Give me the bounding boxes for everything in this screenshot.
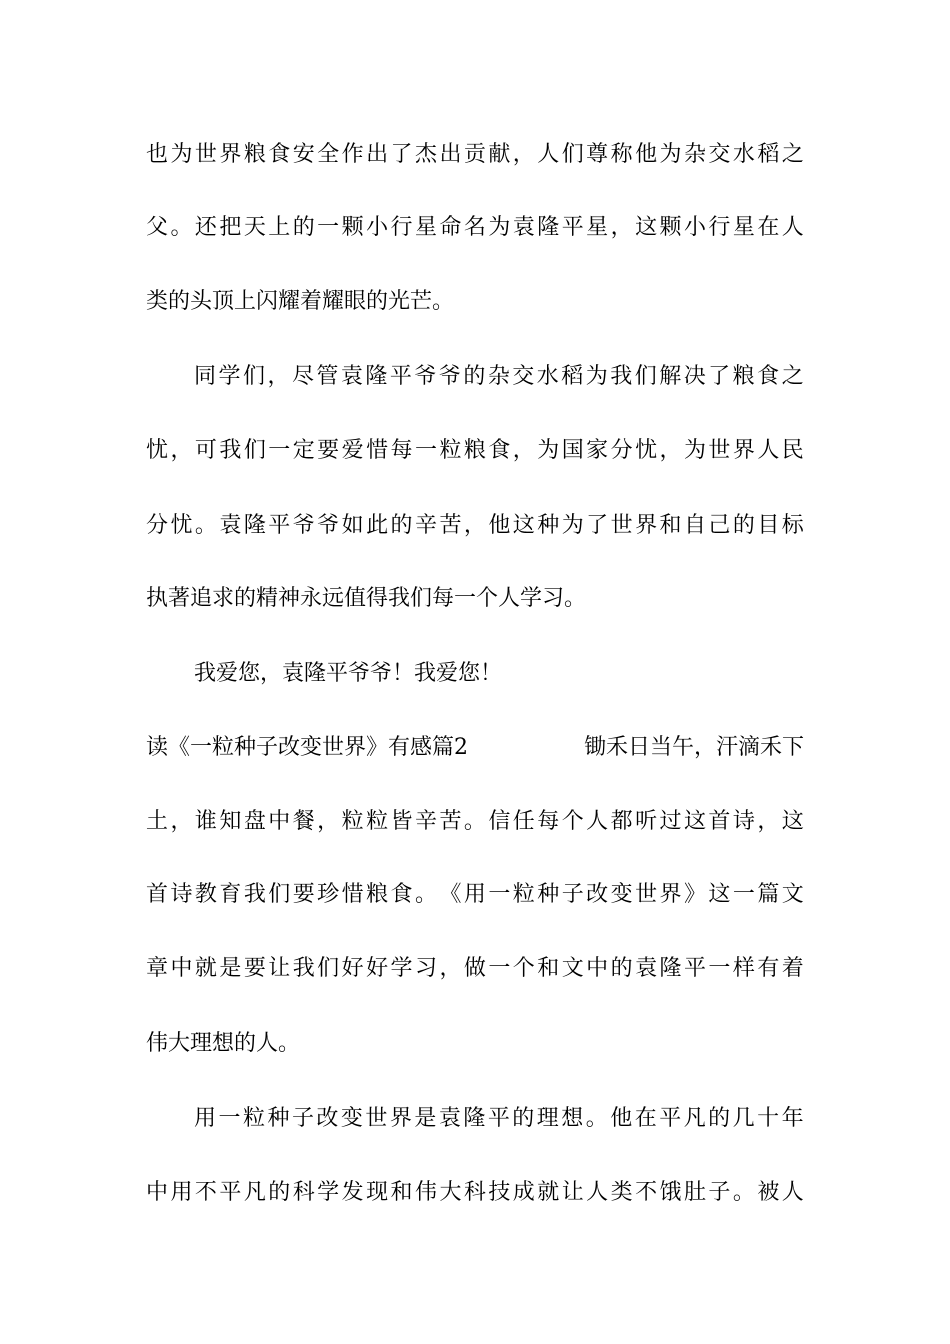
glyph: 把	[219, 215, 242, 240]
glyph: 袁	[512, 215, 535, 240]
glyph: 要	[243, 956, 266, 981]
glyph: 子	[291, 1106, 314, 1131]
glyph: 世	[610, 513, 633, 538]
glyph: 上	[268, 215, 291, 240]
glyph: 学	[317, 1180, 340, 1205]
glyph: 都	[610, 809, 633, 834]
glyph: 知	[219, 809, 242, 834]
glyph: ，	[439, 956, 462, 981]
glyph: 技	[488, 1180, 511, 1205]
glyph: 我	[219, 438, 242, 463]
glyph: 中	[146, 1180, 169, 1205]
glyph: 食	[757, 364, 780, 389]
glyph: 一	[218, 1106, 241, 1131]
glyph: 过	[659, 809, 682, 834]
glyph: 的	[708, 1106, 731, 1131]
glyph: 着	[781, 956, 804, 981]
glyph: 人	[537, 142, 560, 167]
glyph: 民	[781, 438, 804, 463]
text-line	[146, 436, 804, 466]
glyph: 的	[390, 513, 413, 538]
glyph: 还	[194, 215, 217, 240]
glyph: 发	[341, 1180, 364, 1205]
glyph: 隆	[243, 513, 266, 538]
glyph: 目	[757, 513, 780, 538]
glyph: 的	[292, 215, 315, 240]
glyph: 水	[732, 142, 755, 167]
glyph: 粮	[243, 142, 266, 167]
glyph: ，	[317, 809, 340, 834]
section-heading-tail: 锄禾日当午，汗滴禾下	[583, 735, 804, 760]
glyph: 土	[146, 809, 169, 834]
glyph: 袁	[340, 364, 363, 389]
glyph: 全	[317, 142, 340, 167]
glyph: 了	[708, 364, 731, 389]
glyph: 让	[561, 1180, 584, 1205]
text-line	[146, 880, 804, 910]
glyph: 人	[757, 438, 780, 463]
glyph: 一	[317, 215, 340, 240]
glyph: 用	[463, 882, 486, 907]
glyph: 名	[463, 215, 486, 240]
text-line	[146, 511, 804, 541]
glyph: 苦	[439, 809, 462, 834]
glyph: 行	[390, 215, 413, 240]
glyph: 种	[267, 1106, 290, 1131]
glyph: 这	[512, 513, 535, 538]
glyph: 界	[219, 142, 242, 167]
glyph: 为	[683, 438, 706, 463]
glyph: 做	[463, 956, 486, 981]
glyph: 世	[365, 1106, 388, 1131]
glyph: 自	[683, 513, 706, 538]
glyph: 辛	[414, 513, 437, 538]
glyph: 之	[781, 364, 804, 389]
glyph: 爷	[438, 364, 461, 389]
glyph: 爷	[414, 364, 437, 389]
glyph: 惜	[341, 882, 364, 907]
glyph: 任	[512, 809, 535, 834]
glyph: 用	[194, 1106, 217, 1131]
glyph: 。	[414, 882, 437, 907]
glyph: 贡	[463, 142, 486, 167]
glyph: 我	[292, 956, 315, 981]
glyph: 可	[194, 438, 217, 463]
glyph: 不	[635, 1180, 658, 1205]
glyph: 学	[218, 364, 241, 389]
glyph: 被	[757, 1180, 780, 1205]
glyph: 谁	[194, 809, 217, 834]
glyph: 星	[414, 215, 437, 240]
glyph: 决	[683, 364, 706, 389]
glyph: ，	[512, 142, 535, 167]
glyph: 粮	[366, 882, 389, 907]
glyph: 诗	[732, 809, 755, 834]
glyph: 世	[194, 142, 217, 167]
section-heading-line	[146, 733, 804, 763]
glyph: 他	[610, 1106, 633, 1131]
glyph: 安	[292, 142, 315, 167]
glyph: 粒	[439, 438, 462, 463]
glyph: 为	[659, 142, 682, 167]
glyph: 界	[389, 1106, 412, 1131]
glyph: 他	[488, 513, 511, 538]
glyph: 忧	[635, 438, 658, 463]
glyph: 粒	[512, 882, 535, 907]
glyph: 十	[757, 1106, 780, 1131]
glyph: 现	[366, 1180, 389, 1205]
glyph: 种	[537, 513, 560, 538]
paragraph-first-line	[194, 1104, 804, 1134]
glyph: 们	[317, 956, 340, 981]
glyph: 世	[635, 882, 658, 907]
glyph: 们	[268, 882, 291, 907]
glyph: 界	[635, 513, 658, 538]
glyph: 要	[292, 882, 315, 907]
glyph: 变	[340, 1106, 363, 1131]
glyph: 出	[439, 142, 462, 167]
glyph: 隆	[659, 956, 682, 981]
glyph: 为	[537, 438, 560, 463]
glyph: 也	[146, 142, 169, 167]
glyph: 》	[683, 882, 706, 907]
glyph: 这	[635, 215, 658, 240]
glyph: 让	[268, 956, 291, 981]
glyph: 管	[316, 364, 339, 389]
glyph: 这	[683, 809, 706, 834]
glyph: 忧	[146, 438, 169, 463]
glyph: 粮	[463, 438, 486, 463]
glyph: 爷	[292, 513, 315, 538]
glyph: 平	[389, 364, 412, 389]
glyph: 他	[635, 142, 658, 167]
glyph: 这	[708, 882, 731, 907]
glyph: 们	[243, 438, 266, 463]
glyph: 杂	[487, 364, 510, 389]
glyph: 学	[390, 956, 413, 981]
paragraph-first-line: 我爱您，袁隆平爷爷！我爱您！	[194, 661, 503, 686]
glyph: 星	[732, 215, 755, 240]
glyph: 食	[390, 882, 413, 907]
glyph: 在	[634, 1106, 657, 1131]
glyph: 好	[341, 956, 364, 981]
glyph: 《	[439, 882, 462, 907]
glyph: 要	[317, 438, 340, 463]
glyph: 人	[586, 1180, 609, 1205]
glyph: 。	[732, 1180, 755, 1205]
glyph: 辛	[414, 809, 437, 834]
text-line: 类的头顶上闪耀着耀眼的光芒。	[146, 289, 455, 314]
glyph: 一	[488, 956, 511, 981]
glyph: 一	[268, 438, 291, 463]
glyph: 个	[512, 956, 535, 981]
glyph: 。	[463, 809, 486, 834]
glyph: 平	[659, 1106, 682, 1131]
glyph: 和	[390, 1180, 413, 1205]
glyph: 中	[586, 956, 609, 981]
glyph: 几	[732, 1106, 755, 1131]
glyph: 平	[487, 1106, 510, 1131]
glyph: 每	[390, 438, 413, 463]
glyph: 大	[439, 1180, 462, 1205]
glyph: 小	[683, 215, 706, 240]
glyph: 为	[488, 215, 511, 240]
glyph: 行	[708, 215, 731, 240]
glyph: 惜	[366, 438, 389, 463]
glyph: 中	[170, 956, 193, 981]
glyph: 粮	[732, 364, 755, 389]
glyph: 如	[341, 513, 364, 538]
glyph: 理	[536, 1106, 559, 1131]
glyph: 一	[488, 882, 511, 907]
glyph: 的	[610, 956, 633, 981]
glyph: 定	[292, 438, 315, 463]
glyph: 界	[732, 438, 755, 463]
glyph: 子	[561, 882, 584, 907]
glyph: 国	[561, 438, 584, 463]
glyph: 就	[537, 1180, 560, 1205]
text-line	[146, 1178, 804, 1208]
glyph: 天	[243, 215, 266, 240]
glyph: 的	[512, 1106, 535, 1131]
glyph: 尊	[586, 142, 609, 167]
glyph: 。	[194, 513, 217, 538]
glyph: 好	[366, 956, 389, 981]
glyph: 科	[463, 1180, 486, 1205]
glyph: 食	[488, 438, 511, 463]
glyph: 苦	[439, 513, 462, 538]
glyph: ，	[267, 364, 290, 389]
glyph: 分	[146, 513, 169, 538]
glyph: 们	[561, 142, 584, 167]
glyph: 平	[561, 215, 584, 240]
glyph: ，	[170, 438, 193, 463]
glyph: 的	[732, 513, 755, 538]
glyph: 星	[586, 215, 609, 240]
glyph: 类	[610, 1180, 633, 1205]
glyph: 界	[659, 882, 682, 907]
glyph: 是	[414, 1106, 437, 1131]
glyph: 颗	[659, 215, 682, 240]
glyph: 和	[659, 513, 682, 538]
glyph: ，	[659, 438, 682, 463]
glyph: 爱	[341, 438, 364, 463]
glyph: 的	[463, 364, 486, 389]
glyph: 称	[610, 142, 633, 167]
glyph: 解	[659, 364, 682, 389]
glyph: 袁	[438, 1106, 461, 1131]
glyph: 文	[561, 956, 584, 981]
glyph: 食	[268, 142, 291, 167]
glyph: 人	[781, 215, 804, 240]
glyph: 凡	[683, 1106, 706, 1131]
glyph: 命	[439, 215, 462, 240]
glyph: 作	[341, 142, 364, 167]
glyph: 科	[292, 1180, 315, 1205]
glyph: 每	[537, 809, 560, 834]
glyph: 饿	[659, 1180, 682, 1205]
glyph: 平	[683, 956, 706, 981]
glyph: 皆	[390, 809, 413, 834]
glyph: ，	[463, 513, 486, 538]
glyph: 人	[586, 809, 609, 834]
glyph: 杂	[683, 142, 706, 167]
glyph: 水	[536, 364, 559, 389]
glyph: 在	[757, 215, 780, 240]
text-line: 执著追求的精神永远值得我们每一个人学习。	[146, 586, 587, 611]
glyph: 一	[732, 882, 755, 907]
glyph: 文	[781, 882, 804, 907]
text-line	[146, 954, 804, 984]
glyph: 们	[242, 364, 265, 389]
glyph: 出	[366, 142, 389, 167]
glyph: 改	[586, 882, 609, 907]
glyph: 听	[635, 809, 658, 834]
glyph: 献	[488, 142, 511, 167]
glyph: 忧	[170, 513, 193, 538]
glyph: 己	[708, 513, 731, 538]
glyph: 珍	[317, 882, 340, 907]
glyph: 改	[316, 1106, 339, 1131]
glyph: 平	[219, 1180, 242, 1205]
glyph: 交	[708, 142, 731, 167]
glyph: 。	[170, 215, 193, 240]
glyph: 不	[194, 1180, 217, 1205]
glyph: 袁	[219, 513, 242, 538]
glyph: 凡	[243, 1180, 266, 1205]
glyph: 的	[268, 1180, 291, 1205]
glyph: 同	[194, 364, 217, 389]
glyph: 平	[268, 513, 291, 538]
glyph: 了	[586, 513, 609, 538]
glyph: 诗	[170, 882, 193, 907]
glyph: 稻	[757, 142, 780, 167]
glyph: 种	[537, 882, 560, 907]
glyph: 篇	[757, 882, 780, 907]
glyph: 子	[708, 1180, 731, 1205]
paragraph-first-line	[194, 362, 804, 392]
glyph: 信	[488, 809, 511, 834]
glyph: 粒	[242, 1106, 265, 1131]
glyph: 和	[537, 956, 560, 981]
glyph: 年	[781, 1106, 804, 1131]
glyph: 肚	[683, 1180, 706, 1205]
glyph: 。	[585, 1106, 608, 1131]
glyph: 为	[561, 513, 584, 538]
text-line	[146, 213, 804, 243]
glyph: 分	[610, 438, 633, 463]
glyph: 一	[708, 956, 731, 981]
glyph: 成	[512, 1180, 535, 1205]
glyph: 习	[414, 956, 437, 981]
glyph: 首	[146, 882, 169, 907]
glyph: 杰	[414, 142, 437, 167]
glyph: 世	[708, 438, 731, 463]
glyph: 粒	[366, 809, 389, 834]
glyph: 首	[708, 809, 731, 834]
glyph: 们	[634, 364, 657, 389]
glyph: 隆	[463, 1106, 486, 1131]
glyph: ，	[170, 809, 193, 834]
glyph: 盘	[243, 809, 266, 834]
glyph: 为	[585, 364, 608, 389]
glyph: 伟	[414, 1180, 437, 1205]
text-line: 伟大理想的人。	[146, 1031, 301, 1056]
glyph: 一	[414, 438, 437, 463]
glyph: 稻	[561, 364, 584, 389]
glyph: 标	[781, 513, 804, 538]
glyph: 之	[781, 142, 804, 167]
glyph: 育	[219, 882, 242, 907]
glyph: 为	[170, 142, 193, 167]
glyph: 隆	[537, 215, 560, 240]
glyph: 我	[243, 882, 266, 907]
glyph: ，	[757, 809, 780, 834]
glyph: 变	[610, 882, 633, 907]
glyph: 了	[390, 142, 413, 167]
glyph: 教	[194, 882, 217, 907]
glyph: 有	[757, 956, 780, 981]
glyph: 颗	[341, 215, 364, 240]
glyph: 想	[561, 1106, 584, 1131]
glyph: 家	[586, 438, 609, 463]
text-line	[146, 140, 804, 170]
glyph: 个	[561, 809, 584, 834]
glyph: ，	[610, 215, 633, 240]
glyph: 粒	[341, 809, 364, 834]
glyph: 餐	[292, 809, 315, 834]
glyph: 隆	[365, 364, 388, 389]
glyph: 尽	[291, 364, 314, 389]
glyph: 就	[194, 956, 217, 981]
glyph: ，	[512, 438, 535, 463]
glyph: 父	[146, 215, 169, 240]
glyph: 人	[781, 1180, 804, 1205]
glyph: 章	[146, 956, 169, 981]
glyph: 爷	[317, 513, 340, 538]
glyph: 用	[170, 1180, 193, 1205]
glyph: 这	[781, 809, 804, 834]
glyph: 样	[732, 956, 755, 981]
glyph: 此	[366, 513, 389, 538]
glyph: 小	[366, 215, 389, 240]
glyph: 交	[512, 364, 535, 389]
glyph: 我	[610, 364, 633, 389]
glyph: 中	[268, 809, 291, 834]
text-line	[146, 807, 804, 837]
glyph: 袁	[635, 956, 658, 981]
section-heading: 读《一粒种子改变世界》有感篇2	[146, 735, 468, 760]
glyph: 是	[219, 956, 242, 981]
